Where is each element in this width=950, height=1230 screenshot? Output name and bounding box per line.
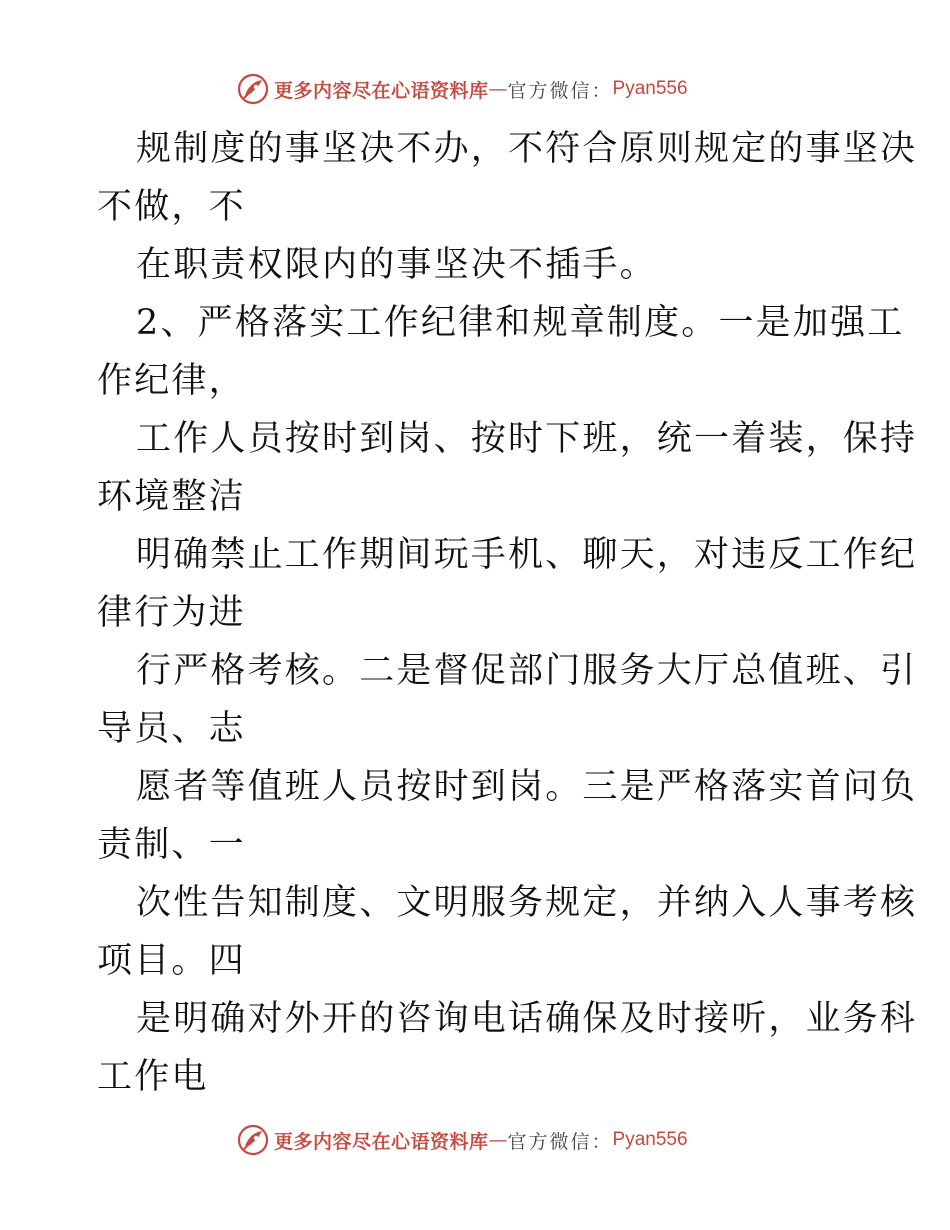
body-line: 导员、志 [97, 709, 246, 749]
brand-text: 更多内容尽在心语资料库 [274, 79, 489, 102]
body-line: 是明确对外开的咨询电话确保及时接听，业务科 [136, 999, 918, 1039]
quill-pen-logo-icon [236, 72, 270, 106]
official-wechat-label: 官方微信： [507, 1130, 613, 1153]
document-body [97, 120, 918, 1106]
body-line: 环境整洁 [97, 477, 246, 517]
wechat-account: Pyan556 [612, 78, 688, 99]
body-line: 工作人员按时到岗、按时下班，统一着装，保持 [136, 419, 918, 459]
body-line: 作纪律， [97, 361, 246, 401]
body-line: 在职责权限内的事坚决不插手。 [136, 245, 657, 285]
body-line: 明确禁止工作期间玩手机、聊天，对违反工作纪 [136, 535, 918, 575]
body-line: 2、严格落实工作纪律和规章制度。一是加强工 [136, 303, 905, 343]
body-line: 律行为进 [97, 593, 246, 633]
brand-text: 更多内容尽在心语资料库 [274, 1130, 489, 1153]
official-wechat-label: 官方微信： [507, 79, 613, 102]
body-line: 责制、一 [97, 825, 246, 865]
separator-dash: — [488, 1129, 508, 1151]
body-line: 愿者等值班人员按时到岗。三是严格落实首问负 [136, 767, 918, 807]
quill-pen-logo-icon [236, 1123, 270, 1157]
footer-watermark-banner [236, 1123, 688, 1157]
body-line: 次性告知制度、文明服务规定，并纳入人事考核 [136, 883, 918, 923]
separator-dash: — [488, 78, 508, 100]
header-watermark-banner [236, 72, 688, 106]
body-line: 不做，不 [97, 187, 246, 227]
body-line: 项目。四 [97, 941, 246, 981]
body-line: 行严格考核。二是督促部门服务大厅总值班、引 [136, 651, 918, 691]
body-line: 规制度的事坚决不办，不符合原则规定的事坚决 [136, 129, 918, 169]
wechat-account: Pyan556 [612, 1129, 688, 1150]
body-line: 工作电 [97, 1057, 209, 1097]
